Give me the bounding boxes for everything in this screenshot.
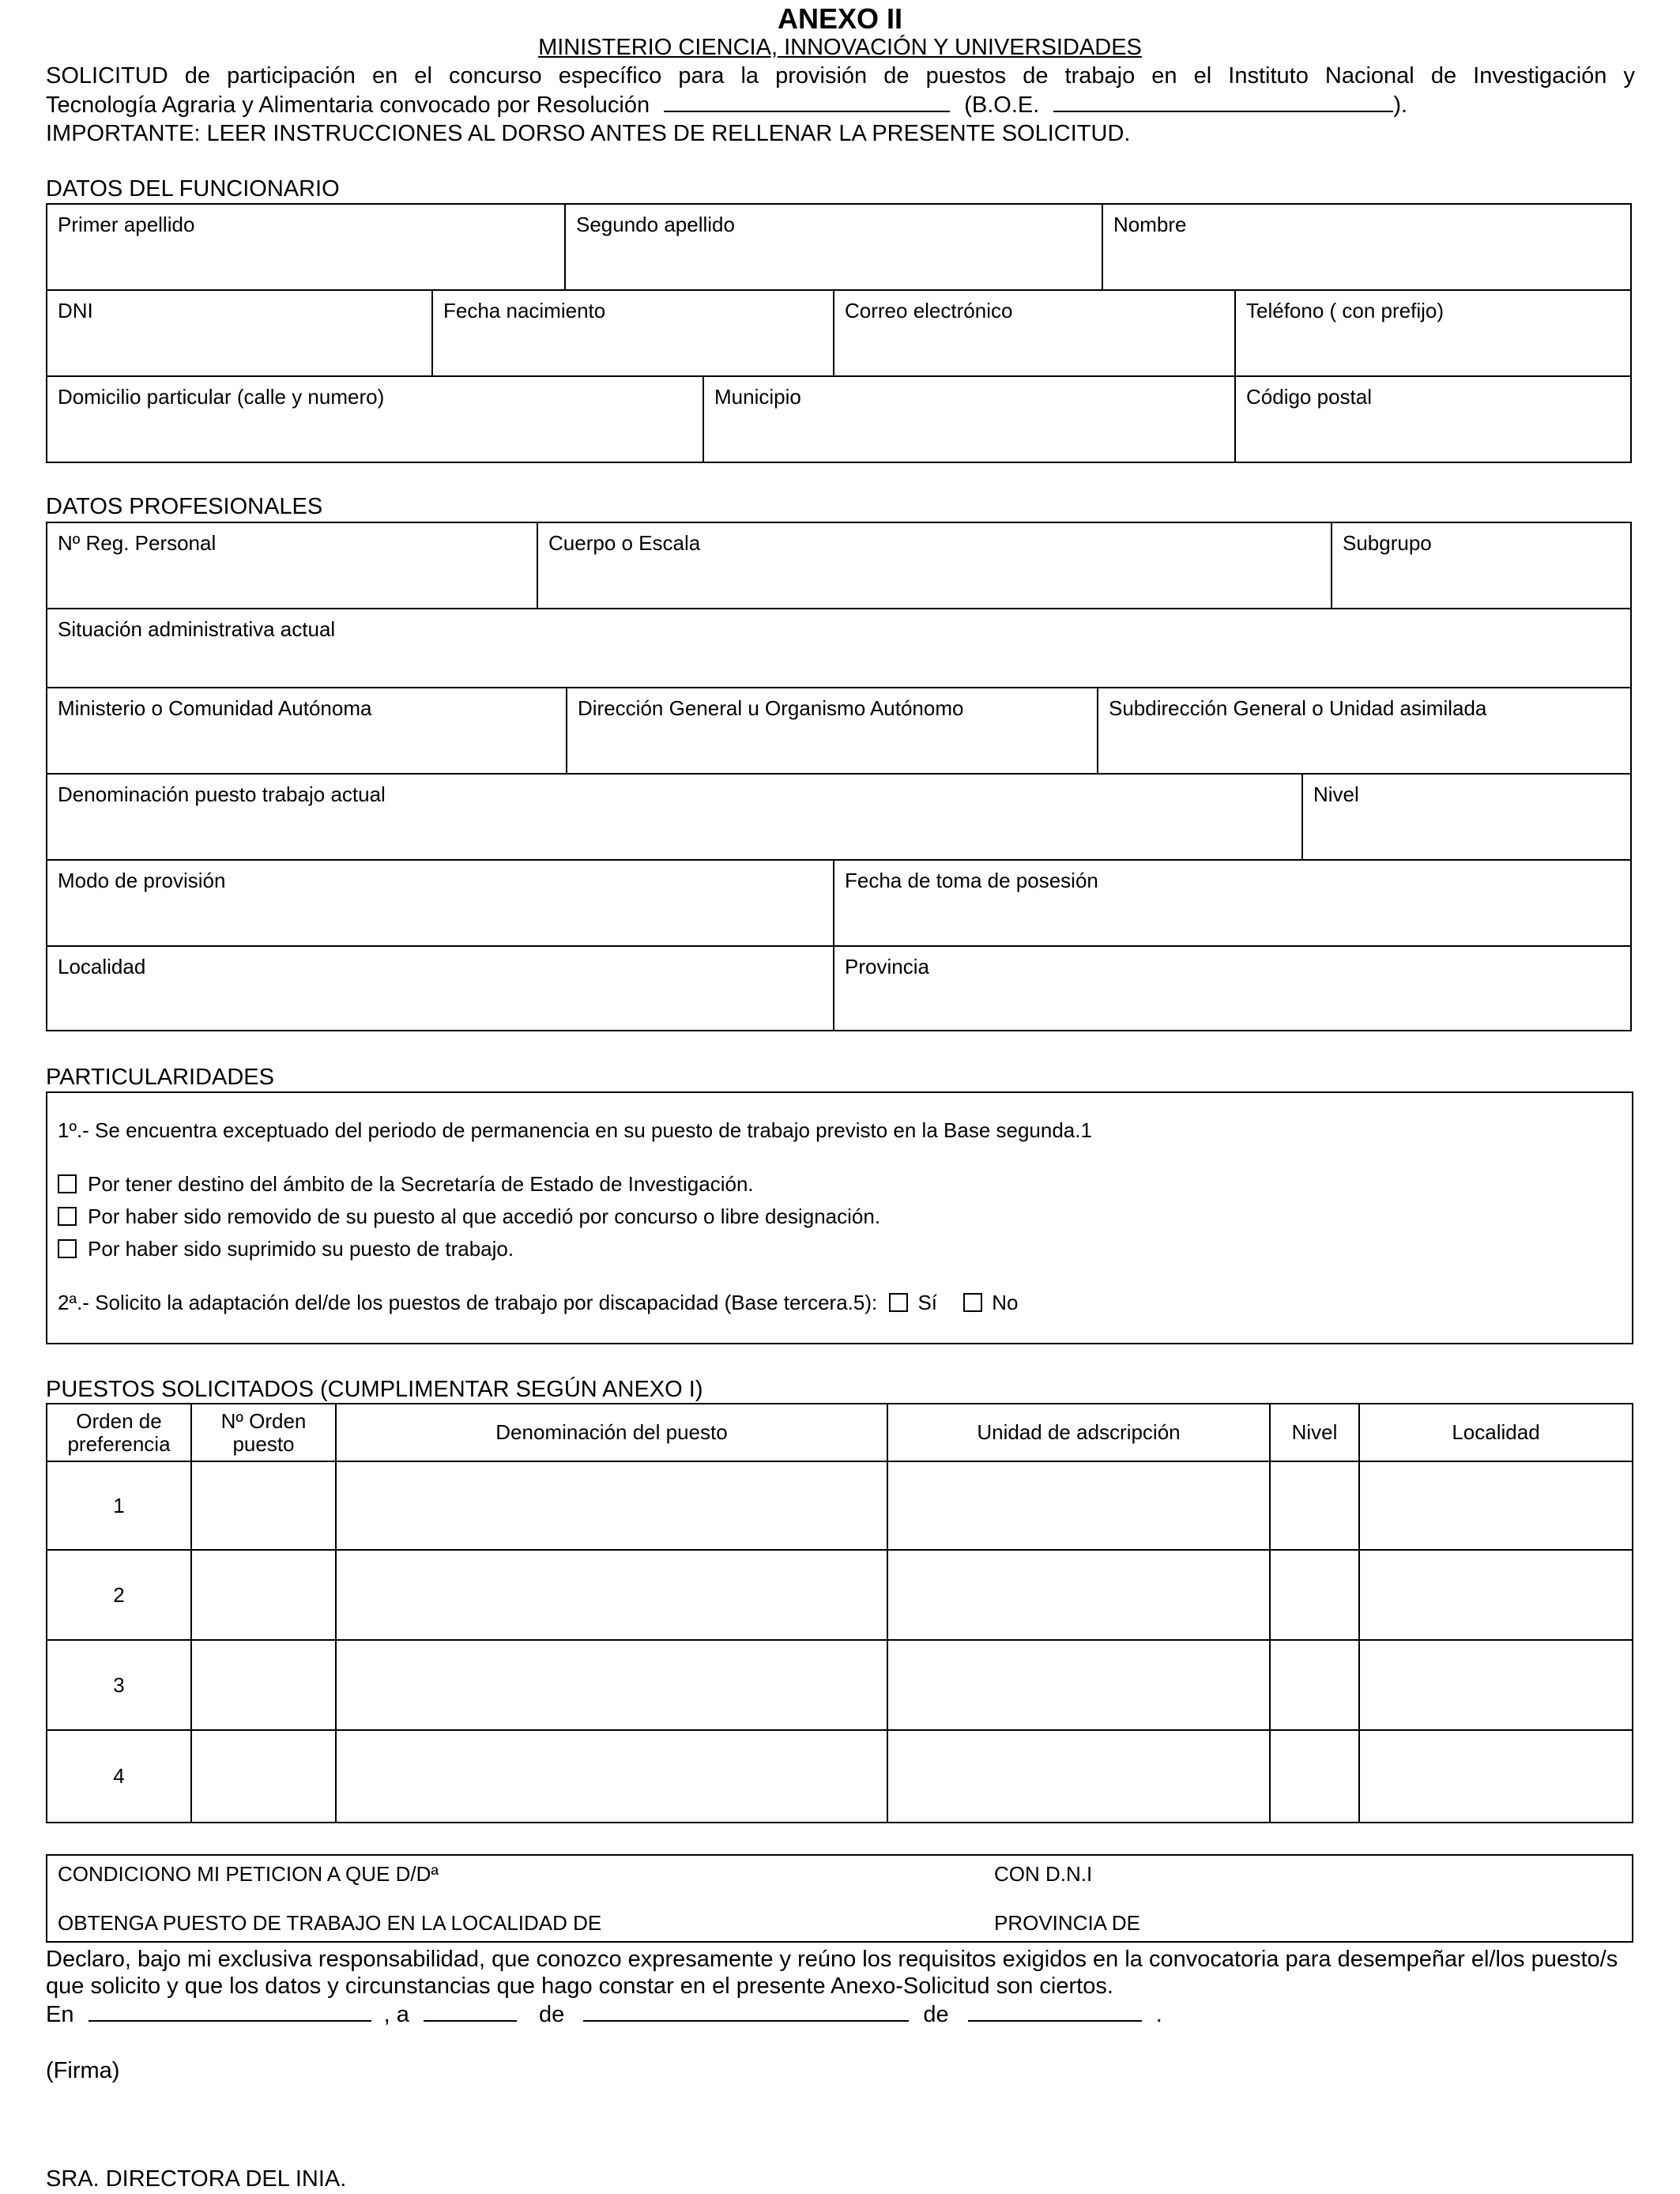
intro-close: ). [1393, 92, 1408, 118]
row-unidad-cell[interactable] [888, 1551, 1271, 1641]
field-nivel[interactable] [1303, 775, 1630, 861]
profesionales-box [46, 522, 1632, 1031]
field-domicilio[interactable] [47, 377, 704, 462]
field-localidad[interactable] [47, 947, 834, 1030]
field-label: Domicilio particular (calle y numero) [58, 385, 385, 409]
field-ministerio[interactable] [47, 688, 567, 775]
field-label: Teléfono ( con prefijo) [1246, 299, 1445, 322]
field-label: Situación administrativa actual [58, 617, 336, 641]
condiciono-provincia-label: PROVINCIA DE [994, 1911, 1140, 1935]
field-municipio[interactable] [704, 377, 1236, 462]
ministry-name: MINISTERIO CIENCIA, INNOVACIÓN Y UNIVERSIDADES [538, 35, 1142, 60]
particularidades-box [46, 1091, 1633, 1344]
row-nivel-cell[interactable] [1271, 1551, 1360, 1641]
date-year-blank[interactable] [968, 2000, 1142, 2022]
col-header-norden [192, 1404, 337, 1462]
field-label: Subdirección General o Unidad asimilada [1109, 696, 1487, 720]
col-header-orden-1: Orden de [76, 1408, 162, 1433]
field-codigo-postal[interactable] [1236, 377, 1630, 462]
row-orden-cell: 1 [47, 1462, 192, 1551]
field-label: DNI [58, 299, 93, 322]
row-norden-cell[interactable] [192, 1641, 337, 1731]
important-note: IMPORTANTE: LEER INSTRUCCIONES AL DORSO ANTES DE RELLENAR LA PRESENTE SOLICITUD. [46, 121, 1131, 146]
row-nivel-cell[interactable] [1271, 1641, 1360, 1731]
col-header-denominacion: Denominación del puesto [337, 1404, 888, 1462]
particularidad-q1: 1º.- Se encuentra exceptuado del periodo de permanencia en su puesto de trabajo previsto en la Base segunda.1 [58, 1118, 1092, 1142]
option-label: Por tener destino del ámbito de la Secretaría de Estado de Investigación. [88, 1172, 754, 1196]
intro-line-1: SOLICITUD de participación en el concurso específico para la provisión de puestos de trabajo en el Instituto Nacional de Investigación y [46, 63, 1635, 89]
field-reg-personal[interactable] [47, 523, 538, 609]
field-dni[interactable] [47, 291, 433, 377]
field-label: Municipio [714, 385, 801, 409]
section-particularidades: PARTICULARIDADES [46, 1065, 274, 1090]
field-label: Nombre [1113, 213, 1187, 236]
field-provincia[interactable] [834, 947, 1630, 1030]
field-cuerpo[interactable] [538, 523, 1332, 609]
declaration-text: Declaro, bajo mi exclusiva responsabilidad, que conozco expresamente y reúno los requisitos exigidos en la convocatoria para desempeñar el/los puesto/s que solicito y que los datos y circunstancias que hago constar en el presente Anexo-Solicitud son ciertos. [46, 1947, 1618, 1999]
col-header-nivel: Nivel [1271, 1404, 1360, 1462]
row-localidad-cell[interactable] [1360, 1551, 1632, 1641]
col-header-unidad: Unidad de adscripción [888, 1404, 1271, 1462]
option-label: Por haber sido removido de su puesto al que accedió por concurso o libre designación. [88, 1204, 881, 1228]
field-label: Ministerio o Comunidad Autónoma [58, 696, 372, 720]
row-localidad-cell[interactable] [1360, 1641, 1632, 1731]
option-no-label: No [992, 1291, 1019, 1314]
field-segundo-apellido[interactable] [566, 205, 1103, 291]
option-row-2 [58, 1204, 880, 1228]
col-header-norden-1: Nº Orden [220, 1408, 307, 1433]
condiciono-box [46, 1854, 1633, 1943]
field-label: Código postal [1246, 385, 1372, 409]
date-month-blank[interactable] [583, 2000, 909, 2022]
row-norden-cell[interactable] [192, 1551, 337, 1641]
col-header-orden [47, 1404, 192, 1462]
row-orden-cell: 2 [47, 1551, 192, 1641]
field-label: Subgrupo [1343, 531, 1432, 555]
row-nivel-cell[interactable] [1271, 1462, 1360, 1551]
firma-label: (Firma) [46, 2058, 120, 2083]
col-header-norden-2: puesto [232, 1431, 295, 1456]
row-localidad-cell[interactable] [1360, 1731, 1632, 1822]
row-norden-cell[interactable] [192, 1462, 337, 1551]
field-label: Segundo apellido [576, 213, 735, 236]
field-label: Provincia [845, 955, 929, 978]
field-telefono[interactable] [1236, 291, 1630, 377]
intro-resolucion-label: Tecnología Agraria y Alimentaria convocado por Resolución [46, 92, 650, 118]
checkbox-icon[interactable] [58, 1239, 77, 1258]
field-modo-provision[interactable] [47, 861, 834, 947]
particularidad-q2-row [58, 1291, 1019, 1314]
condiciono-localidad-label: OBTENGA PUESTO DE TRABAJO EN LA LOCALIDAD DE [58, 1911, 602, 1935]
date-day-blank[interactable] [424, 2000, 517, 2022]
date-a-label: , a [383, 2002, 409, 2027]
page-title: ANEXO II [777, 2, 903, 35]
col-header-orden-2: preferencia [67, 1431, 171, 1456]
field-denominacion[interactable] [47, 775, 1303, 861]
field-fecha-nacimiento[interactable] [433, 291, 834, 377]
particularidad-q2: 2ª.- Solicito la adaptación del/de los puestos de trabajo por discapacidad (Base tercera.5): [58, 1291, 878, 1314]
field-direccion[interactable] [567, 688, 1098, 775]
intro-line-2 [46, 90, 1407, 119]
option-row-3 [58, 1237, 514, 1261]
checkbox-no-icon[interactable] [963, 1293, 982, 1312]
row-denominacion-cell[interactable] [337, 1731, 888, 1822]
field-label: Modo de provisión [58, 869, 226, 892]
intro-boe-label: (B.O.E. [964, 92, 1040, 118]
date-end: . [1155, 2002, 1162, 2027]
col-header-localidad: Localidad [1360, 1404, 1632, 1462]
field-primer-apellido[interactable] [47, 205, 566, 291]
option-row-1 [58, 1172, 754, 1196]
boe-blank[interactable] [1053, 90, 1393, 112]
field-label: Fecha nacimiento [443, 299, 606, 322]
field-situacion[interactable] [47, 609, 1630, 688]
condiciono-label: CONDICIONO MI PETICION A QUE D/Dª [58, 1862, 439, 1886]
checkbox-icon[interactable] [58, 1207, 77, 1226]
field-fecha-toma[interactable] [834, 861, 1630, 947]
field-correo[interactable] [834, 291, 1236, 377]
field-label: Nº Reg. Personal [58, 531, 217, 555]
row-localidad-cell[interactable] [1360, 1462, 1632, 1551]
funcionario-box [46, 203, 1632, 463]
date-place-blank[interactable] [89, 2000, 371, 2022]
row-unidad-cell[interactable] [888, 1641, 1271, 1731]
field-label: Correo electrónico [845, 299, 1013, 322]
section-funcionario: DATOS DEL FUNCIONARIO [46, 176, 340, 202]
field-label: Localidad [58, 955, 146, 978]
row-norden-cell[interactable] [192, 1731, 337, 1822]
field-subgrupo[interactable] [1332, 523, 1630, 609]
date-en-label: En [46, 2002, 74, 2027]
row-nivel-cell[interactable] [1271, 1731, 1360, 1822]
checkbox-icon[interactable] [58, 1174, 77, 1193]
condiciono-dni-label: CON D.N.I [994, 1862, 1093, 1886]
checkbox-si-icon[interactable] [889, 1293, 908, 1312]
field-label: Dirección General u Organismo Autónomo [578, 696, 964, 720]
section-profesionales: DATOS PROFESIONALES [46, 494, 323, 519]
row-denominacion-cell[interactable] [337, 1641, 888, 1731]
option-si-label: Sí [917, 1291, 938, 1314]
field-label: Fecha de toma de posesión [845, 869, 1098, 892]
field-label: Nivel [1313, 782, 1359, 806]
field-label: Cuerpo o Escala [548, 531, 701, 555]
row-unidad-cell[interactable] [888, 1731, 1271, 1822]
row-denominacion-cell[interactable] [337, 1462, 888, 1551]
date-line [46, 2000, 1162, 2028]
date-de1-label: de [538, 2002, 565, 2027]
field-label: Primer apellido [58, 213, 195, 236]
row-orden-cell: 3 [47, 1641, 192, 1731]
row-orden-cell: 4 [47, 1731, 192, 1822]
resolucion-blank[interactable] [664, 90, 950, 112]
option-label: Por haber sido suprimido su puesto de trabajo. [88, 1237, 514, 1261]
field-subdireccion[interactable] [1098, 688, 1630, 775]
destinatario-label: SRA. DIRECTORA DEL INIA. [46, 2166, 347, 2192]
field-label: Denominación puesto trabajo actual [58, 782, 386, 806]
puestos-table [46, 1403, 1633, 1823]
row-denominacion-cell[interactable] [337, 1551, 888, 1641]
date-de2-label: de [923, 2002, 949, 2027]
field-nombre[interactable] [1103, 205, 1630, 291]
section-puestos: PUESTOS SOLICITADOS (CUMPLIMENTAR SEGÚN ANEXO I) [46, 1377, 703, 1402]
row-unidad-cell[interactable] [888, 1462, 1271, 1551]
